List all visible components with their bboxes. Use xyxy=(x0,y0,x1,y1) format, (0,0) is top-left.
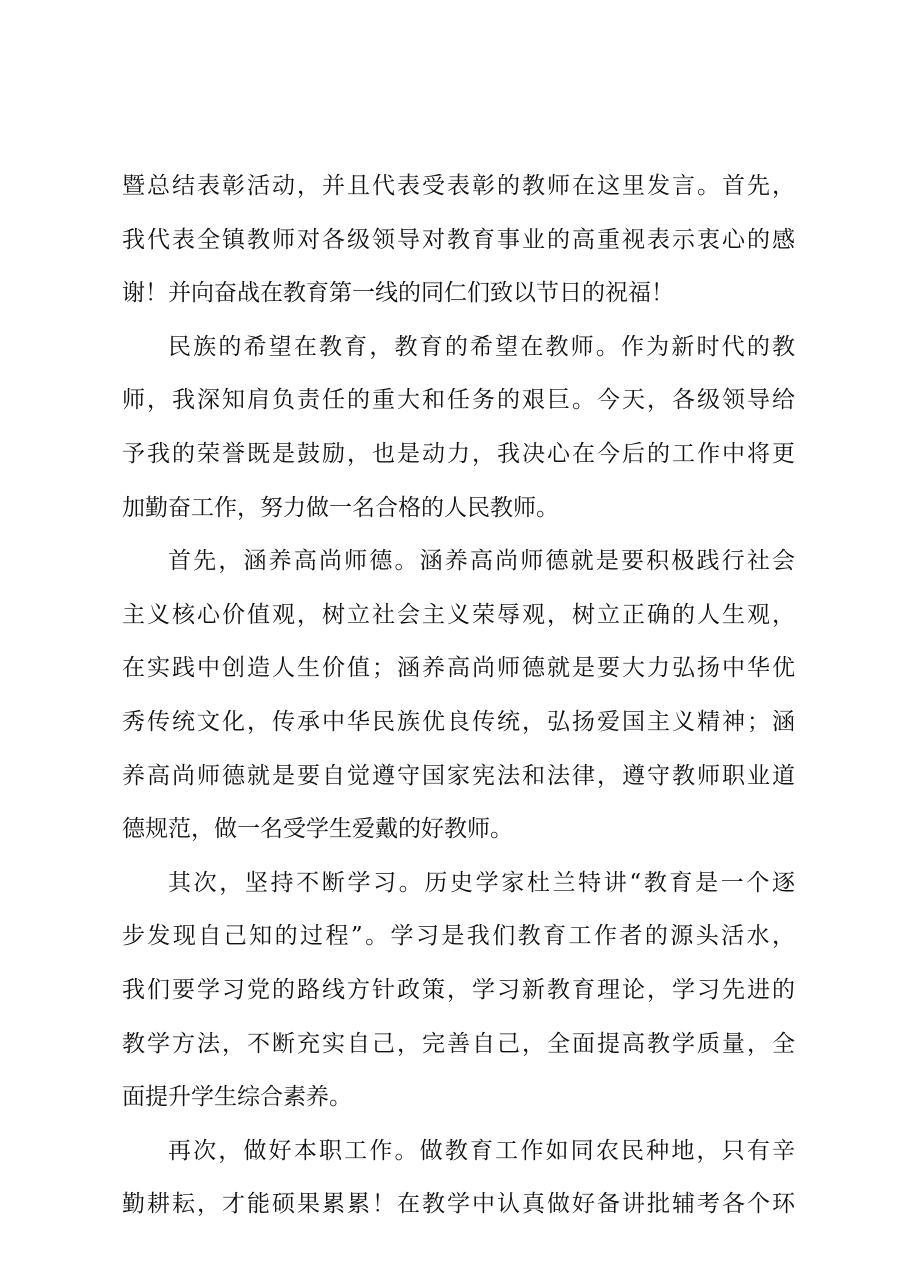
text-line: 再次，做好本职工作。做教育工作如同农民种地，只有辛 xyxy=(168,1137,795,1164)
text-line: 在实践中创造人生价值；涵养高尚师德就是要大力弘扬中华优 xyxy=(122,655,795,682)
text-line: 加勤奋工作，努力做一名合格的人民教师。 xyxy=(122,494,559,521)
text-line: 养高尚师德就是要自觉遵守国家宪法和法律，遵守教师职业道 xyxy=(122,762,795,789)
text-line: 我代表全镇教师对各级领导对教育事业的高重视表示衷心的感 xyxy=(122,226,795,253)
text-line: 首先，涵养高尚师德。涵养高尚师德就是要积极践行社会 xyxy=(168,548,795,575)
text-line: 秀传统文化，传承中华民族优良传统，弘扬爱国主义精神；涵 xyxy=(122,708,795,735)
text-line: 师，我深知肩负责任的重大和任务的艰巨。今天，各级领导给 xyxy=(122,387,795,414)
text-line: 我们要学习党的路线方针政策，学习新教育理论，学习先进的 xyxy=(122,976,795,1003)
text-line: 教学方法，不断充实自己，完善自己，全面提高教学质量，全 xyxy=(122,1030,795,1057)
text-line: 面提升学生综合素养。 xyxy=(122,1084,352,1111)
text-line: 德规范，做一名受学生爱戴的好教师。 xyxy=(122,816,513,843)
text-line: 暨总结表彰活动，并且代表受表彰的教师在这里发言。首先， xyxy=(122,173,795,199)
text-line: 勤耕耘，才能硕果累累！在教学中认真做好备讲批辅考各个环 xyxy=(122,1191,795,1218)
text-line: 步发现自己知的过程”。学习是我们教育工作者的源头活水， xyxy=(122,923,795,950)
speech-text xyxy=(122,160,795,1232)
text-line: 谢！并向奋战在教育第一线的同仁们致以节日的祝福！ xyxy=(122,280,674,307)
text-line: 其次，坚持不断学习。历史学家杜兰特讲“教育是一个逐 xyxy=(168,869,795,896)
text-line: 主义核心价值观，树立社会主义荣辱观，树立正确的人生观， xyxy=(122,601,795,628)
text-line: 予我的荣誉既是鼓励，也是动力，我决心在今后的工作中将更 xyxy=(122,440,795,467)
text-line: 民族的希望在教育，教育的希望在教师。作为新时代的教 xyxy=(168,333,795,360)
